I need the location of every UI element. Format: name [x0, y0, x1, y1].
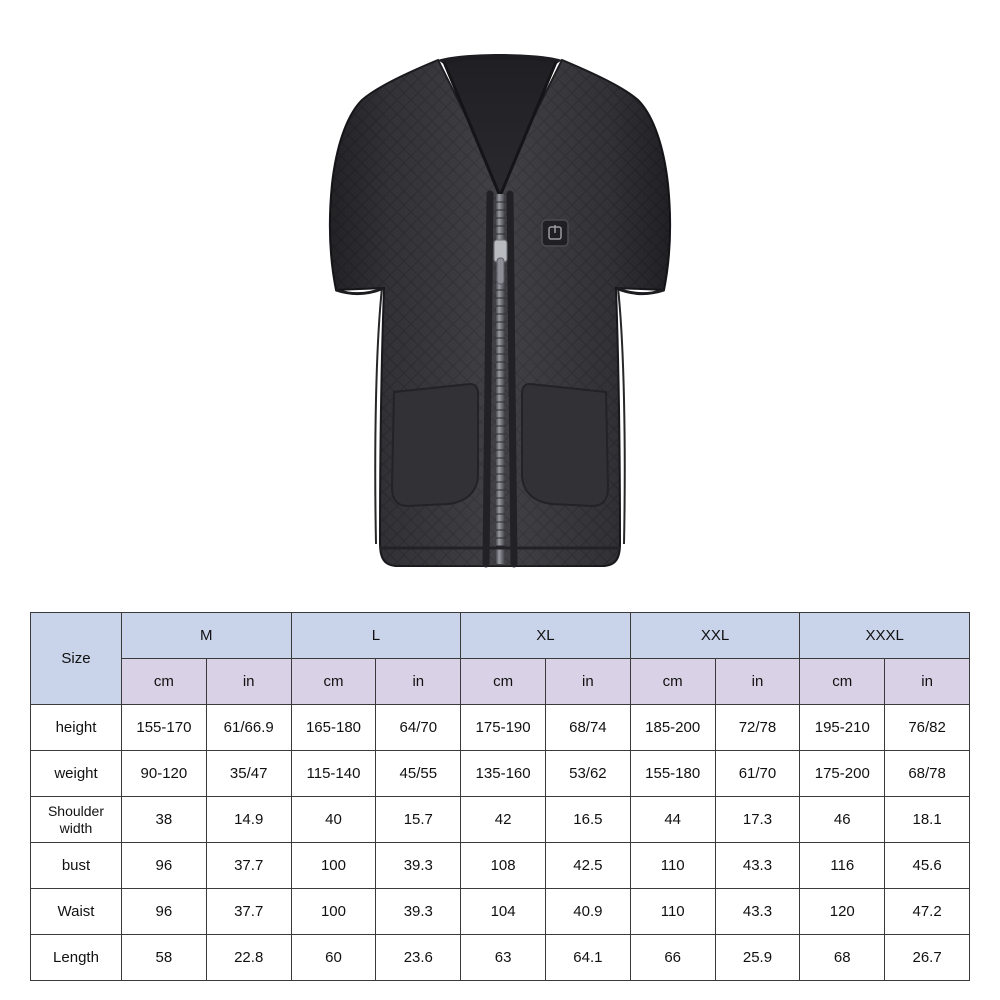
- power-button-icon: [542, 220, 568, 246]
- cell-weight-m-cm: 90-120: [122, 751, 207, 797]
- table-row: [31, 797, 970, 843]
- cell-height-l-cm: 165-180: [291, 705, 376, 751]
- cell-length-l-in: 23.6: [376, 935, 461, 981]
- header-unit-l-in: in: [376, 659, 461, 705]
- cell-bust-m-in: 37.7: [206, 843, 291, 889]
- cell-height-m-in: 61/66.9: [206, 705, 291, 751]
- cell-shoulder-xxl-cm: 44: [630, 797, 715, 843]
- cell-height-xl-in: 68/74: [545, 705, 630, 751]
- cell-waist-xl-in: 40.9: [545, 889, 630, 935]
- table-row: [31, 843, 970, 889]
- header-size-xxxl: XXXL: [800, 613, 970, 659]
- cell-shoulder-m-in: 14.9: [206, 797, 291, 843]
- row-label-shoulder-width: Shoulder width: [31, 797, 122, 843]
- row-label-waist: Waist: [31, 889, 122, 935]
- cell-bust-xl-in: 42.5: [545, 843, 630, 889]
- vest-illustration: [320, 44, 680, 584]
- row-label-length: Length: [31, 935, 122, 981]
- cell-bust-xxl-cm: 110: [630, 843, 715, 889]
- table-row: [31, 705, 970, 751]
- cell-weight-m-in: 35/47: [206, 751, 291, 797]
- cell-bust-m-cm: 96: [122, 843, 207, 889]
- cell-waist-xxxl-in: 47.2: [885, 889, 970, 935]
- row-label-bust: bust: [31, 843, 122, 889]
- header-size-xl: XL: [461, 613, 631, 659]
- cell-height-xxl-cm: 185-200: [630, 705, 715, 751]
- cell-weight-xxl-cm: 155-180: [630, 751, 715, 797]
- header-size-m: M: [122, 613, 292, 659]
- cell-weight-xxxl-cm: 175-200: [800, 751, 885, 797]
- cell-waist-xxl-cm: 110: [630, 889, 715, 935]
- cell-height-xl-cm: 175-190: [461, 705, 546, 751]
- cell-weight-l-cm: 115-140: [291, 751, 376, 797]
- table-row: [31, 935, 970, 981]
- cell-height-xxxl-cm: 195-210: [800, 705, 885, 751]
- header-unit-xxxl-cm: cm: [800, 659, 885, 705]
- cell-shoulder-xl-in: 16.5: [545, 797, 630, 843]
- header-unit-xl-in: in: [545, 659, 630, 705]
- cell-bust-xxxl-in: 45.6: [885, 843, 970, 889]
- cell-height-xxxl-in: 76/82: [885, 705, 970, 751]
- cell-weight-xl-in: 53/62: [545, 751, 630, 797]
- header-unit-m-cm: cm: [122, 659, 207, 705]
- cell-weight-l-in: 45/55: [376, 751, 461, 797]
- cell-bust-xl-cm: 108: [461, 843, 546, 889]
- cell-waist-m-cm: 96: [122, 889, 207, 935]
- cell-height-m-cm: 155-170: [122, 705, 207, 751]
- cell-height-xxl-in: 72/78: [715, 705, 800, 751]
- header-unit-xxl-cm: cm: [630, 659, 715, 705]
- cell-shoulder-l-cm: 40: [291, 797, 376, 843]
- cell-length-m-in: 22.8: [206, 935, 291, 981]
- cell-waist-xxxl-cm: 120: [800, 889, 885, 935]
- cell-shoulder-xxxl-in: 18.1: [885, 797, 970, 843]
- cell-shoulder-xl-cm: 42: [461, 797, 546, 843]
- cell-shoulder-l-in: 15.7: [376, 797, 461, 843]
- cell-bust-l-in: 39.3: [376, 843, 461, 889]
- header-unit-xxxl-in: in: [885, 659, 970, 705]
- table-row: [31, 889, 970, 935]
- cell-weight-xxxl-in: 68/78: [885, 751, 970, 797]
- header-size-xxl: XXL: [630, 613, 800, 659]
- header-size-label: Size: [31, 613, 122, 705]
- cell-weight-xl-cm: 135-160: [461, 751, 546, 797]
- row-label-height: height: [31, 705, 122, 751]
- header-size-l: L: [291, 613, 461, 659]
- cell-length-xl-in: 64.1: [545, 935, 630, 981]
- cell-waist-l-cm: 100: [291, 889, 376, 935]
- cell-shoulder-m-cm: 38: [122, 797, 207, 843]
- size-chart-area: [0, 612, 1000, 981]
- header-unit-l-cm: cm: [291, 659, 376, 705]
- table-row: [31, 751, 970, 797]
- table-header-row-units: [31, 659, 970, 705]
- size-chart-table: [30, 612, 970, 981]
- cell-waist-m-in: 37.7: [206, 889, 291, 935]
- row-label-weight: weight: [31, 751, 122, 797]
- cell-length-xxl-cm: 66: [630, 935, 715, 981]
- cell-height-l-in: 64/70: [376, 705, 461, 751]
- header-unit-m-in: in: [206, 659, 291, 705]
- cell-shoulder-xxxl-cm: 46: [800, 797, 885, 843]
- cell-waist-l-in: 39.3: [376, 889, 461, 935]
- vest-svg: [320, 44, 680, 584]
- cell-length-xxxl-in: 26.7: [885, 935, 970, 981]
- header-unit-xl-cm: cm: [461, 659, 546, 705]
- cell-bust-xxxl-cm: 116: [800, 843, 885, 889]
- cell-bust-xxl-in: 43.3: [715, 843, 800, 889]
- cell-shoulder-xxl-in: 17.3: [715, 797, 800, 843]
- cell-length-xxl-in: 25.9: [715, 935, 800, 981]
- cell-length-xxxl-cm: 68: [800, 935, 885, 981]
- cell-length-m-cm: 58: [122, 935, 207, 981]
- cell-waist-xl-cm: 104: [461, 889, 546, 935]
- cell-length-l-cm: 60: [291, 935, 376, 981]
- cell-waist-xxl-in: 43.3: [715, 889, 800, 935]
- cell-weight-xxl-in: 61/70: [715, 751, 800, 797]
- cell-bust-l-cm: 100: [291, 843, 376, 889]
- header-unit-xxl-in: in: [715, 659, 800, 705]
- table-header-row-sizes: [31, 613, 970, 659]
- cell-length-xl-cm: 63: [461, 935, 546, 981]
